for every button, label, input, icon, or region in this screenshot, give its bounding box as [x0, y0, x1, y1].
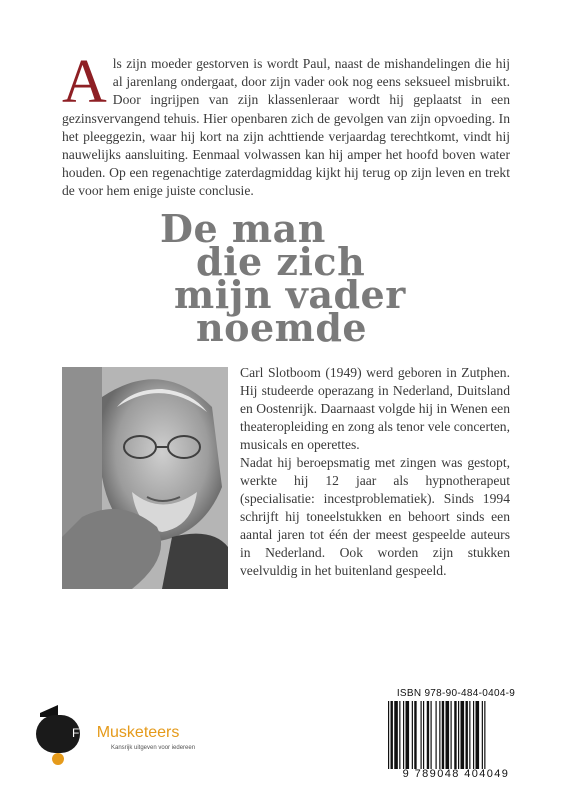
book-title — [160, 206, 460, 350]
barcode-bar — [461, 701, 465, 769]
barcode-bar — [484, 701, 485, 769]
logo-tagline: Kansrijk uitgeven voor iedereen — [111, 745, 196, 751]
barcode-bar — [439, 701, 440, 769]
barcode-bar — [403, 701, 404, 769]
bio-paragraph-2: Nadat hij beroepsmatig met zingen was gestopt, werkte hij 12 jaar als hypnotherapeut (specialisatie: incestproblematiek). Sinds 1994 schrijft hij toneelstukken en behoort sinds een aantal jaren tot één der meest gespeelde auteurs in Nederland. Ook worden zijn stukken veelvuldig in het buitenland gespeeld. — [240, 455, 510, 578]
back-cover-blurb — [62, 48, 510, 201]
barcode-number: 9 789048 404049 — [402, 768, 510, 780]
barcode-bar — [458, 701, 459, 769]
barcode-bar — [427, 701, 429, 769]
drop-cap-letter: A — [62, 48, 107, 116]
barcode-bar — [388, 701, 389, 769]
barcode-bar — [412, 701, 413, 769]
author-bio — [240, 364, 510, 580]
barcode-bar — [406, 701, 410, 769]
bio-paragraph-1: Carl Slotboom (1949) werd geboren in Zutphen. Hij studeerde operazang in Nederland, Duitsland en Oostenrijk. Daarnaast volgde hij in Wenen een theateropleiding en zong als tenor vele concerten, musicals en operettes. — [240, 365, 510, 452]
barcode-bar — [436, 701, 437, 769]
publisher-logo — [36, 705, 206, 775]
logo-free-text: Free — [72, 726, 97, 740]
title-line-1: De man — [160, 206, 326, 251]
barcode-bar — [399, 701, 400, 769]
title-line-4: noemde — [196, 305, 368, 350]
barcode-bar — [446, 701, 450, 769]
barcode-bar — [473, 701, 474, 769]
isbn-barcode — [381, 688, 531, 785]
blurb-text: ls zijn moeder gestorven is wordt Paul, naast de mishandelingen die hij al jarenlang ondergaat, door zijn vader ook nog eens seksueel misbruikt. Door ingrijpen van zijn klassenleraar wordt hij geplaatst in een gezinsvervangend tehuis. Hier openbaren zich de gevolgen van zijn opvoeding. In het pleeggezin, waar hij kort na zijn achttiende verjaardag terechtkomt, vindt hij nauwelijks aansluiting. Eenmaal volwassen kan hij amper het hoofd boven water houden. Op een regenachtige zaterdagmiddag kijkt hij terug op zijn leven en trekt de voor hem enige juiste conclusie. — [62, 56, 510, 199]
barcode-bar — [421, 701, 422, 769]
barcode-bar — [394, 701, 398, 769]
barcode-bar — [476, 701, 480, 769]
barcode-bar — [466, 701, 468, 769]
isbn-label: ISBN 978-90-484-0404-9 — [396, 688, 516, 699]
barcode-bar — [391, 701, 393, 769]
barcode-bar — [431, 701, 432, 769]
barcode-bar — [482, 701, 483, 769]
logo-brand-text: Musketeers — [96, 724, 180, 741]
barcode-bars — [386, 701, 526, 769]
barcode-bar — [414, 701, 416, 769]
author-portrait-illustration — [62, 367, 228, 589]
barcode-bar — [442, 701, 444, 769]
barcode-bar — [454, 701, 456, 769]
barcode-bar — [451, 701, 452, 769]
barcode-bar — [469, 701, 470, 769]
title-line-3: mijn vader — [174, 272, 406, 317]
author-photo — [62, 367, 228, 589]
title-line-2: die zich — [196, 239, 366, 284]
barcode-bar — [423, 701, 424, 769]
